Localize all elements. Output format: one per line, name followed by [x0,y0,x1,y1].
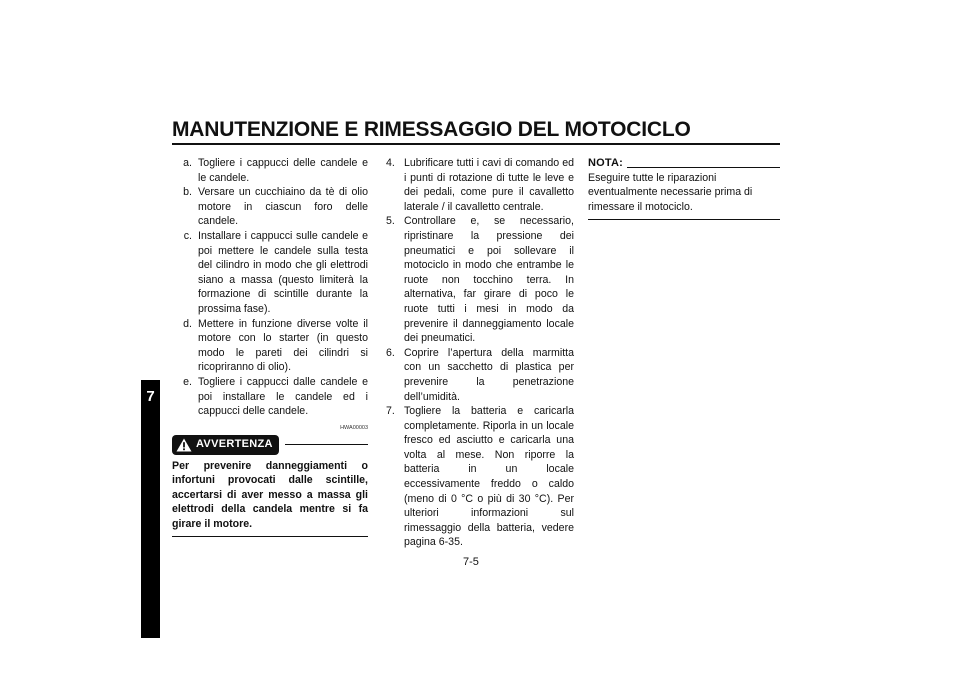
list-item-text: Coprire l’apertura della marmitta con un sacchetto di plastica per prevenire la penetrazione dell’umidità. [404,346,574,403]
warning-text: Per prevenire danneggiamenti o infortuni provocati dalle scintille, accertarsi di aver messo a massa gli elettrodi della candela mentre si fa girare il motore. [172,459,368,537]
list-item [172,317,368,375]
list-item-label: 4. [386,157,395,169]
note-label: NOTA: [588,157,624,169]
chapter-tab: 7 [141,380,160,638]
list-item-text: Versare un cucchiaino da tè di olio motore in ciascun foro delle candele. [198,186,368,228]
list-item-label: e. [183,375,192,388]
list-item [386,404,574,550]
page-title: MANUTENZIONE E RIMESSAGGIO DEL MOTOCICLO [172,118,691,141]
note-text: Eseguire tutte le riparazioni eventualmente necessarie prima di rimessare il motociclo. [588,171,780,221]
list-item-text: Lubrificare tutti i cavi di comando ed i punti di rotazione di tutte le leve e dei pedali, come pure il cavalletto laterale / il cavalletto centrale. [404,157,574,213]
list-item-label: 6. [386,346,395,359]
note-header [588,156,780,171]
list-item-text: Togliere i cappucci dalle candele e poi installare le candele ed i cappucci delle candele. [198,375,368,418]
column-right [588,156,780,220]
list-item [172,185,368,229]
step-list-alpha [172,156,368,419]
warning-rule [285,444,368,445]
page-number: 7-5 [463,556,479,568]
list-item [386,346,574,404]
list-item-label: b. [183,186,192,199]
list-item-label: a. [183,157,192,169]
step-list-numbered [386,156,574,550]
warning-badge [172,435,279,455]
list-item [386,156,574,214]
title-rule [172,143,780,145]
warning-header [172,435,368,455]
list-item-text: Installare i cappucci sulle candele e poi mettere le candele sulla testa del cilindro in modo che gli elettrodi siano a massa (questo limiterà la formazione di scintille durante la prossima fase). [198,229,368,315]
list-item-text: Togliere la batteria e caricarla completamente. Riporla in un locale fresco ed asciutto e caricarla una volta al mese. Non riporre la batteria in un locale eccessivamente freddo o caldo (meno di 0 °C o più di 30 °C). Per ulteriori informazioni sul rimessaggio della batteria, vedere pagina 6-35. [404,405,574,549]
column-left [172,156,368,537]
warning-label: AVVERTENZA [196,438,273,451]
list-item-text: Controllare e, se necessario, ripristinare la pressione dei pneumatici e poi sollevare il motociclo in modo che entrambe le ruote non tocchino terra. In alternativa, far girare di poco le ruote tutti i mesi in modo da prevenire il danneggiamento locale dei pneumatici. [404,215,574,345]
list-item-text: Togliere i cappucci delle candele e le candele. [198,157,368,184]
list-item [172,229,368,317]
list-item-label: 5. [386,215,395,228]
list-item-label: 7. [386,405,395,418]
list-item-label: d. [183,317,192,330]
list-item-text: Mettere in funzione diverse volte il motore con lo starter (in questo modo le pareti dei cilindri si ricopriranno di olio). [198,317,368,374]
reference-code: HWA00003 [340,424,368,431]
note-rule [627,167,780,168]
list-item-label: c. [183,229,192,242]
column-middle [386,156,574,550]
warning-icon [176,438,192,452]
list-item [172,375,368,419]
list-item [386,214,574,345]
list-item [172,156,368,185]
